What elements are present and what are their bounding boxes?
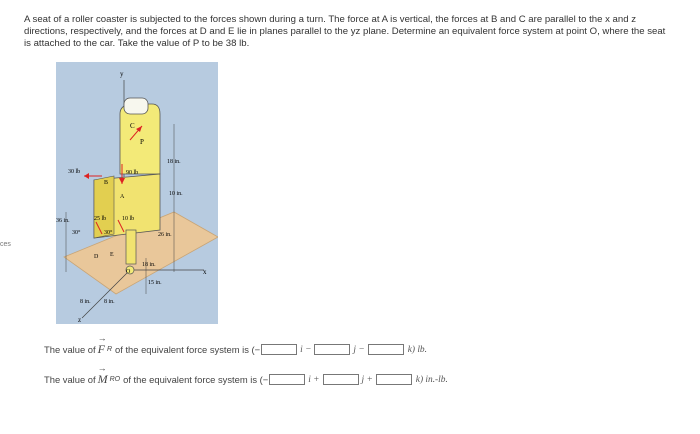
mro-j-input[interactable]: [323, 374, 359, 385]
label-a: A: [120, 194, 125, 200]
row1-sep1: i −: [300, 344, 312, 355]
label-d: D: [94, 254, 99, 260]
fr-j-input[interactable]: [314, 344, 350, 355]
mro-k-input[interactable]: [376, 374, 412, 385]
force-30lb: 30 lb: [68, 169, 81, 175]
roller-coaster-figure: [56, 62, 218, 324]
fr-k-input[interactable]: [368, 344, 404, 355]
force-10lb: 10 lb: [122, 216, 135, 222]
force-subscript: R: [106, 346, 113, 353]
x-axis-label: x: [203, 268, 207, 276]
row1-middle: of the equivalent force system is (−: [115, 344, 261, 355]
label-o: O: [126, 269, 131, 275]
row2-end: k) in.-lb.: [415, 374, 448, 385]
angle-30-left: 30°: [72, 230, 81, 236]
force-25lb: 25 lb: [94, 216, 107, 222]
mro-i-input[interactable]: [269, 374, 305, 385]
row2-prefix: The value of: [44, 374, 96, 385]
row2-sep2: j +: [361, 374, 373, 385]
dim-10in: 10 in.: [169, 191, 183, 197]
force-symbol: → F: [97, 333, 107, 356]
side-tab-label: ces: [0, 241, 11, 248]
label-c: C: [130, 122, 135, 130]
fr-i-input[interactable]: [261, 344, 297, 355]
row1-prefix: The value of: [44, 344, 96, 355]
row1-sep2: j −: [353, 344, 365, 355]
dim-26in: 26 in.: [158, 232, 172, 238]
row2-middle: of the equivalent force system is (−: [123, 374, 269, 385]
problem-statement: A seat of a roller coaster is subjected to the forces shown during a turn. The force at A is vertical, the forces at B and C are parallel to the x and z directions, respectively, and the forces at D and E lie in planes parallel to the yz plane. Determine an equivalent force system at point O, where the seat is attached to the car. Take the value of P to be 38 lb.: [24, 14, 666, 49]
row2-sep1: i +: [308, 374, 320, 385]
force-resultant-row: [44, 333, 429, 357]
headrest: [124, 98, 148, 114]
z-axis-label: z: [78, 316, 82, 324]
angle-30-right: 30°: [104, 230, 113, 236]
label-e: E: [110, 252, 114, 258]
dim-15in: 15 in.: [148, 280, 162, 286]
moment-resultant-row: [44, 363, 450, 387]
dim-8in-right: 8 in.: [104, 299, 115, 305]
dim-8in-left: 8 in.: [80, 299, 91, 305]
seat-leg: [126, 230, 136, 264]
y-axis-label: y: [120, 70, 124, 78]
label-b: B: [104, 180, 109, 186]
label-p: P: [140, 138, 144, 146]
force-90lb: 90 lb: [126, 170, 139, 176]
moment-subscript: RO: [109, 376, 121, 383]
row1-end: k) lb.: [407, 344, 427, 355]
dim-18in-bottom: 18 in.: [142, 262, 156, 268]
dim-36in: 36 in.: [56, 218, 70, 224]
dim-18in-top: 18 in.: [167, 159, 181, 165]
moment-symbol: → M: [97, 363, 108, 386]
